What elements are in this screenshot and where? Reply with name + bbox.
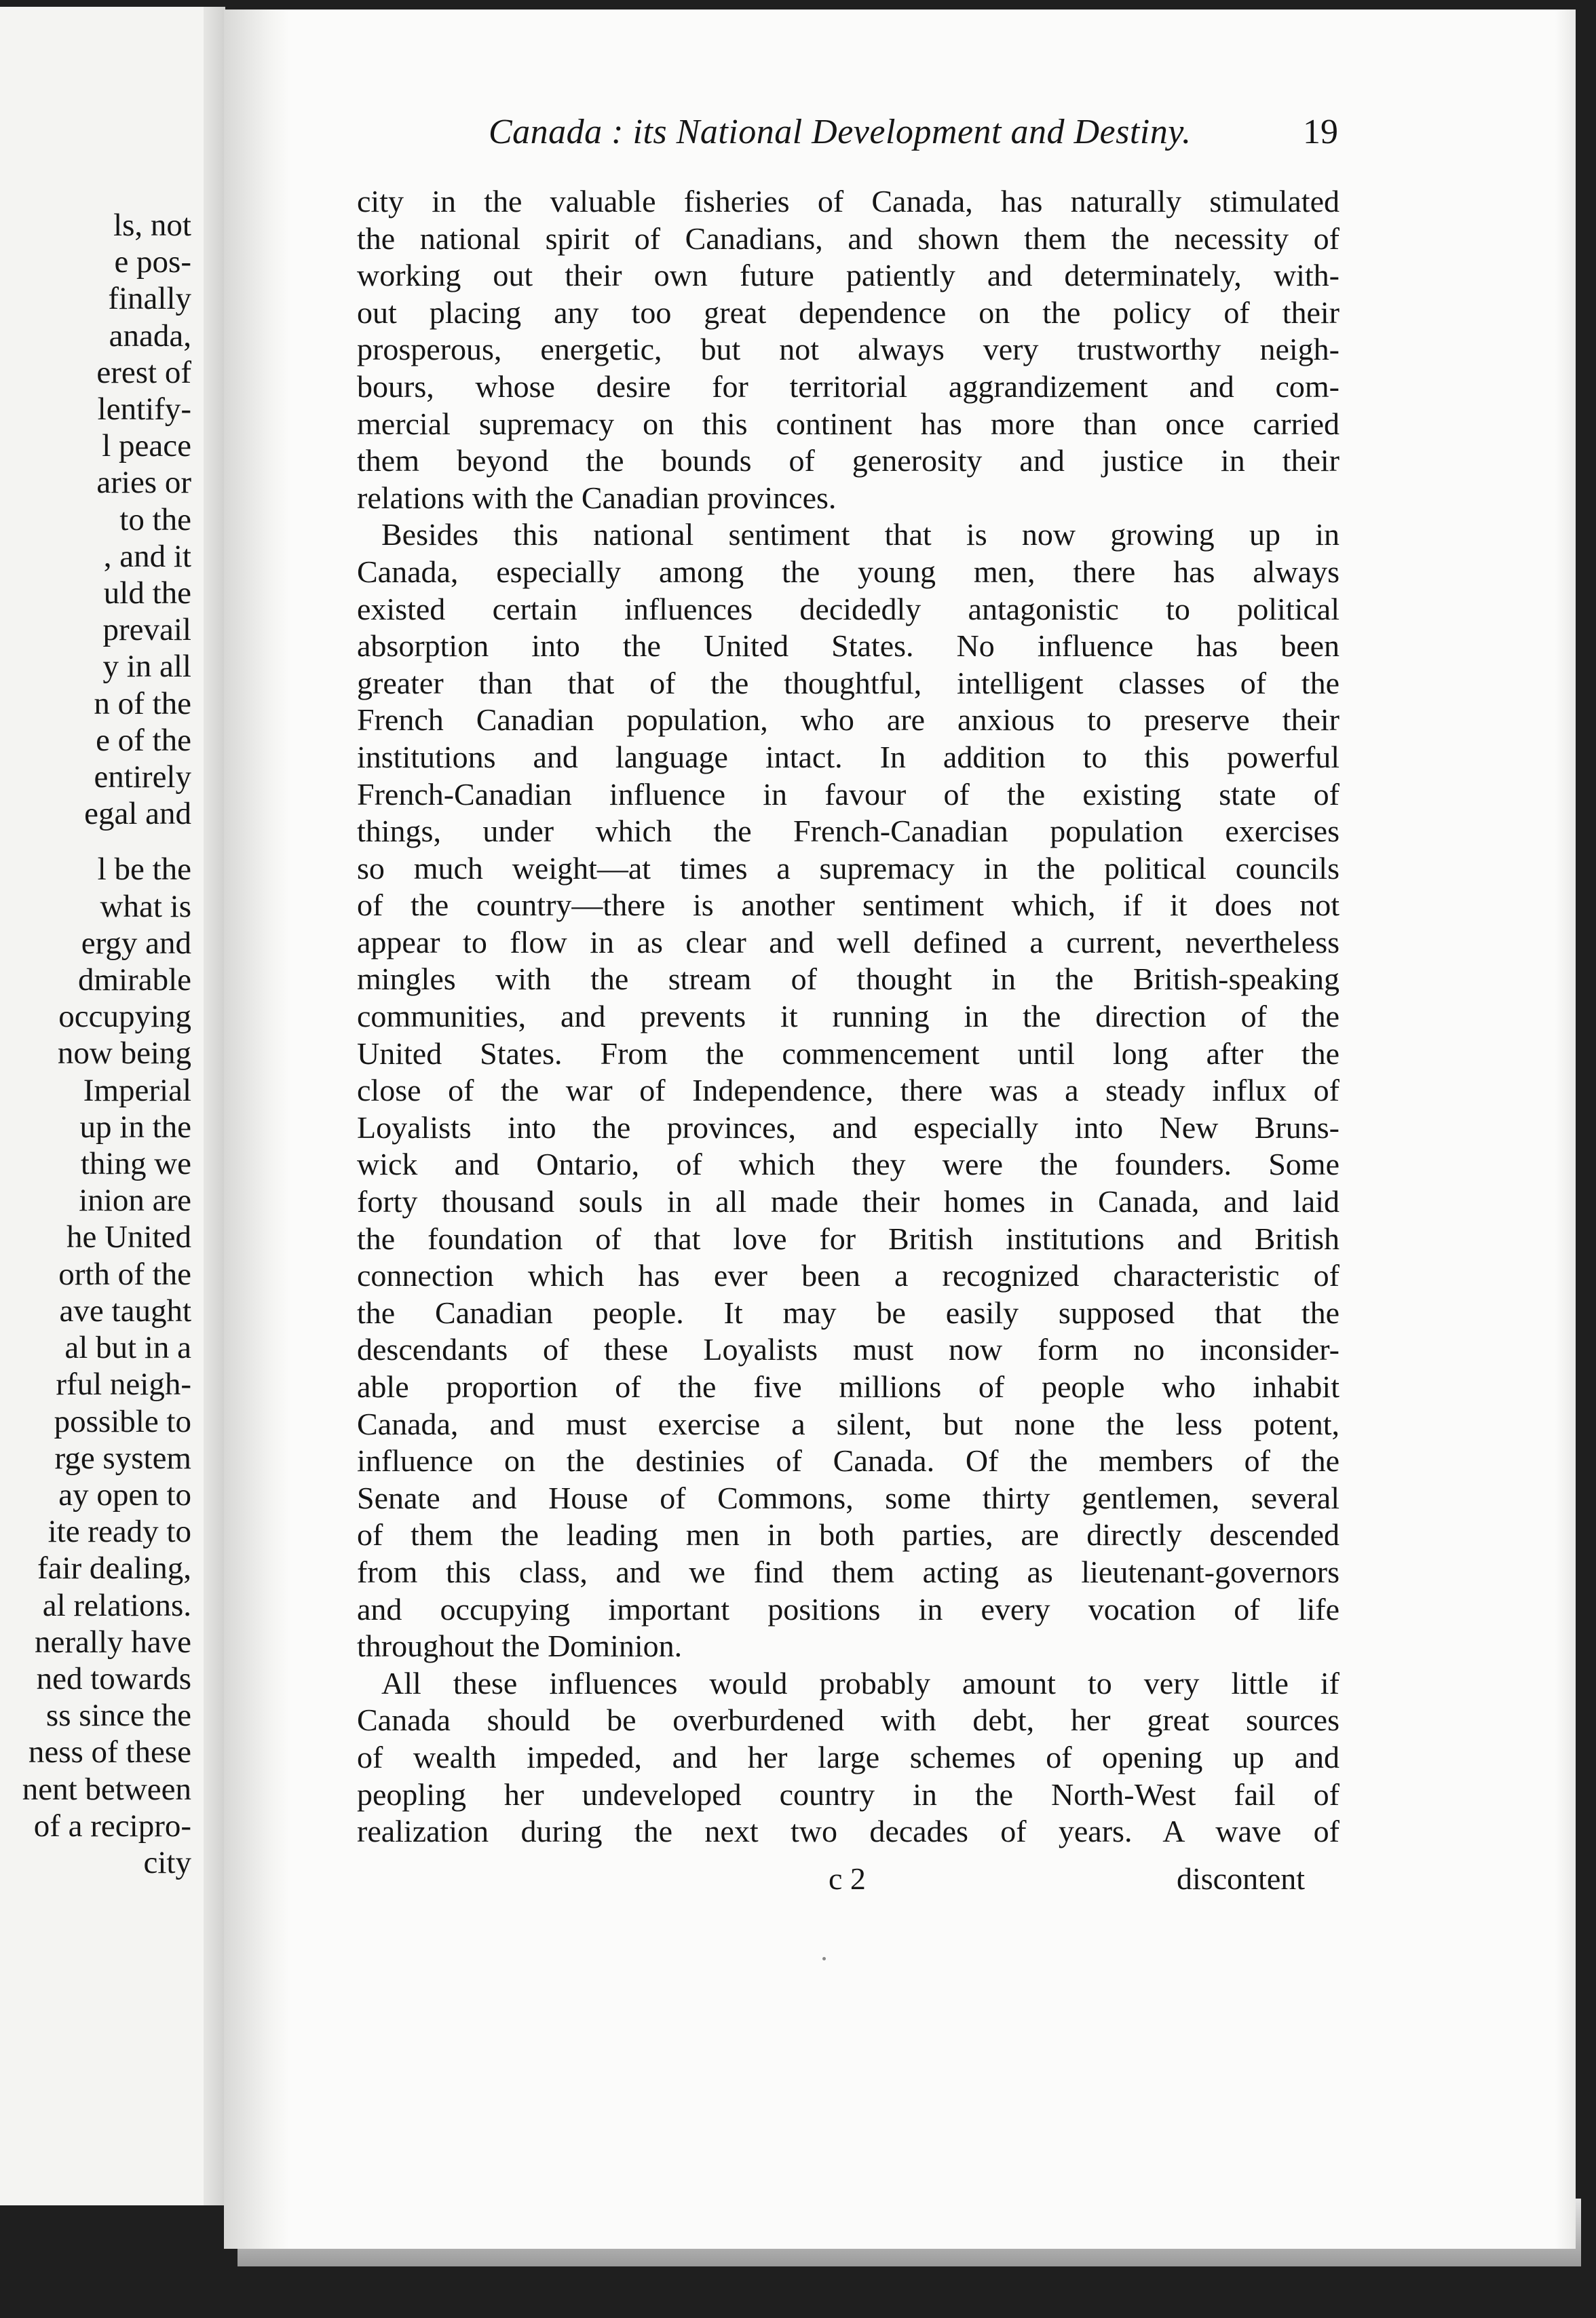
previous-page-line: ness of these	[28, 1734, 191, 1770]
running-head: Canada : its National Development and Destiny.	[489, 113, 1192, 151]
text-line: of the country—there is another sentiment which, if it does not	[357, 888, 1340, 923]
previous-page-line: ned towards	[36, 1660, 191, 1696]
text-line: prosperous, energetic, but not always very trustworthy neigh-	[357, 332, 1340, 367]
previous-page-line: thing we	[80, 1146, 191, 1182]
text-line: so much weight—at times a supremacy in the political councils	[357, 850, 1340, 886]
text-line: mercial supremacy on this continent has more than once carried	[357, 406, 1340, 441]
previous-page-line: l be the	[97, 852, 191, 888]
text-line: Senate and House of Commons, some thirty gentlemen, several	[357, 1480, 1340, 1515]
text-line: close of the war of Independence, there was a steady influx of	[357, 1073, 1340, 1108]
previous-page-line: ergy and	[81, 925, 191, 961]
previous-page-line: lentify-	[97, 392, 191, 428]
previous-page-line: what is	[100, 888, 191, 924]
signature-mark: c 2	[829, 1861, 866, 1896]
text-line: able proportion of the five millions of people who inhabit	[357, 1369, 1340, 1404]
previous-page-fragment	[0, 7, 225, 2205]
previous-page-line: nerally have	[35, 1624, 191, 1660]
previous-page-line: n of the	[94, 685, 191, 721]
text-line: out placing any too great dependence on the policy of their	[357, 294, 1340, 330]
previous-page-line: city	[143, 1844, 191, 1880]
text-line: forty thousand souls in all made their homes in Canada, and laid	[357, 1184, 1340, 1219]
previous-page-line: occupying	[58, 999, 191, 1035]
previous-page-line: e of the	[96, 722, 191, 758]
text-line: communities, and prevents it running in the direction of the	[357, 999, 1340, 1034]
text-line: existed certain influences decidedly antagonistic to political	[357, 591, 1340, 626]
previous-page-line: possible to	[54, 1403, 191, 1439]
text-line: appear to flow in as clear and well defined a current, nevertheless	[357, 924, 1340, 960]
previous-page-line: y in all	[102, 649, 191, 685]
page-fold-shadow	[204, 7, 225, 2205]
text-line: bours, whose desire for territorial aggrandizement and com-	[357, 368, 1340, 404]
previous-page-line: ay open to	[58, 1477, 191, 1513]
text-line: descendants of these Loyalists must now form no inconsider-	[357, 1332, 1340, 1367]
text-line: Besides this national sentiment that is now growing up in	[381, 517, 1340, 552]
text-line: All these influences would probably amount to very little if	[381, 1665, 1340, 1700]
previous-page-line: ls, not	[113, 208, 191, 243]
text-line: realization during the next two decades of years. A wave of	[357, 1814, 1340, 1849]
previous-page-line: entirely	[94, 759, 191, 795]
previous-page-text	[0, 207, 191, 1881]
previous-page-line: al relations.	[42, 1587, 191, 1623]
previous-page-line: finally	[108, 281, 191, 317]
previous-page-line: egal and	[84, 796, 191, 832]
text-line: working out their own future patiently and determinately, with-	[357, 258, 1340, 293]
previous-page-line: of a recipro-	[33, 1808, 191, 1844]
text-line: greater than that of the thoughtful, intelligent classes of the	[357, 665, 1340, 700]
text-line: wick and Ontario, of which they were the founders. Some	[357, 1147, 1340, 1182]
previous-page-line: ss since the	[45, 1698, 191, 1734]
text-line: relations with the Canadian provinces.	[357, 480, 837, 515]
previous-page-line: fair dealing,	[37, 1551, 191, 1586]
text-line: absorption into the United States. No influence has been	[357, 628, 1340, 664]
text-line: United States. From the commencement until long after the	[357, 1036, 1340, 1071]
text-line: Canada, and must exercise a silent, but none the less potent,	[357, 1406, 1340, 1441]
previous-page-line: rful neigh-	[56, 1367, 191, 1403]
previous-page-line: Imperial	[83, 1072, 191, 1108]
text-line: city in the valuable fisheries of Canada, has naturally stimulated	[357, 184, 1340, 218]
previous-page-line: erest of	[96, 354, 191, 390]
previous-page-line: e pos-	[114, 244, 191, 280]
previous-page-line: , and it	[103, 538, 191, 574]
previous-page-line: al but in a	[64, 1330, 191, 1366]
text-line: from this class, and we find them acting as lieutenant-governors	[357, 1554, 1340, 1589]
text-line: mingles with the stream of thought in the British-speaking	[357, 962, 1340, 997]
page-gutter	[224, 10, 289, 2249]
text-line: institutions and language intact. In addition to this powerful	[357, 739, 1340, 774]
previous-page-line: l peace	[102, 428, 191, 464]
text-line: Loyalists into the provinces, and especially into New Bruns-	[357, 1109, 1340, 1145]
previous-page-line: dmirable	[77, 962, 191, 998]
previous-page-line: uld the	[103, 575, 191, 611]
catchword: discontent	[1177, 1861, 1306, 1896]
text-line: French Canadian population, who are anxious to preserve their	[357, 702, 1340, 738]
previous-page-line: to the	[119, 501, 191, 537]
text-line: peopling her undeveloped country in the North-West fail of	[357, 1776, 1340, 1812]
text-line: the Canadian people. It may be easily supposed that the	[357, 1295, 1340, 1330]
previous-page-line: prevail	[102, 612, 191, 648]
text-line: of wealth impeded, and her large schemes of opening up and	[357, 1739, 1340, 1774]
previous-page-line: ave taught	[59, 1293, 191, 1329]
previous-page-line: anada,	[109, 318, 191, 354]
text-line: of them the leading men in both parties, are directly descended	[357, 1517, 1340, 1553]
previous-page-line: orth of the	[58, 1256, 191, 1292]
text-line: the national spirit of Canadians, and shown them the necessity of	[357, 221, 1340, 256]
previous-page-line: nent between	[22, 1771, 191, 1807]
text-line: Canada, especially among the young men, there has always	[357, 554, 1340, 589]
text-line: connection which has ever been a recognized characteristic of	[357, 1258, 1340, 1293]
previous-page-line: inion are	[79, 1183, 191, 1219]
previous-page-line: aries or	[96, 465, 191, 501]
text-line: and occupying important positions in every vocation of life	[357, 1591, 1340, 1627]
paper-speck	[822, 1957, 826, 1960]
text-line: French-Canadian influence in favour of the existing state of	[357, 776, 1340, 812]
previous-page-line: now being	[57, 1036, 191, 1071]
text-line: the foundation of that love for British institutions and British	[357, 1221, 1340, 1256]
page-number: 19	[1303, 113, 1338, 151]
body-text	[357, 183, 1340, 1850]
previous-page-line: rge system	[54, 1440, 191, 1476]
text-line: Canada should be overburdened with debt, her great sources	[357, 1703, 1340, 1738]
text-line: throughout the Dominion.	[357, 1629, 683, 1664]
previous-page-line: up in the	[79, 1109, 191, 1145]
previous-page-line: he United	[66, 1219, 191, 1255]
text-line: influence on the destinies of Canada. Of the members of the	[357, 1443, 1340, 1479]
page-edge	[1555, 10, 1576, 2249]
text-line: them beyond the bounds of generosity and justice in their	[357, 443, 1340, 478]
text-line: things, under which the French-Canadian population exercises	[357, 814, 1340, 849]
previous-page-line: ite ready to	[48, 1514, 191, 1550]
